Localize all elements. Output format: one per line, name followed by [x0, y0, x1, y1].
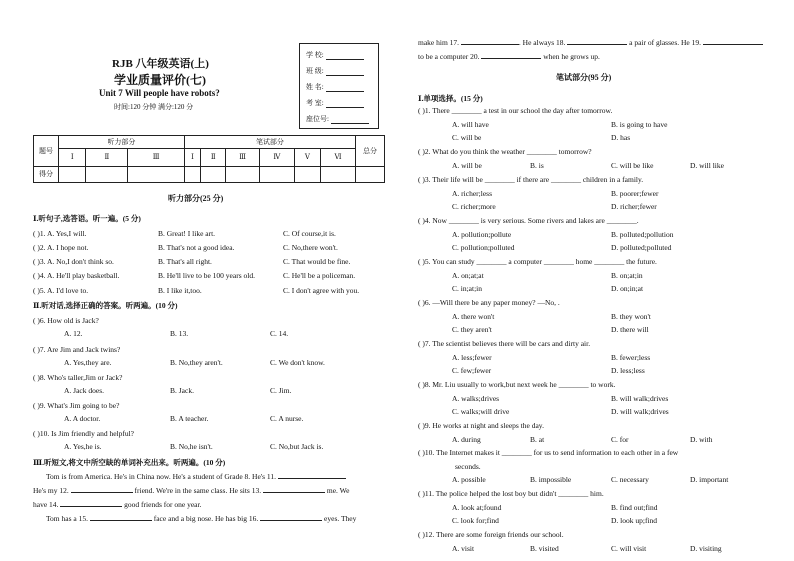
option-a: A. on;at;at — [452, 270, 484, 280]
option-c: C. look for;find — [452, 516, 499, 525]
score-cell[interactable] — [59, 166, 86, 182]
exam-subtitle: 学业质量评价(七) — [114, 73, 206, 87]
option-b: B. is going to have — [611, 120, 668, 129]
question-8: ( )8. Who's taller,Jim or Jack? — [33, 373, 123, 382]
option-a: A. during — [452, 434, 481, 444]
option-a: A. will be — [452, 161, 482, 170]
score-cell[interactable] — [321, 166, 356, 182]
passage-line-2: He's my 12. friend. We're in the same class. He sits 13. me. We — [33, 486, 350, 495]
option-a: A. Yes,he is. — [64, 442, 102, 451]
option-c: C. We don't know. — [270, 358, 325, 367]
option-d: D. polluted;polluted — [611, 242, 672, 252]
option-c: C. they aren't — [452, 324, 492, 334]
option-c: C. Of course,it is. — [283, 229, 336, 238]
question-5: ( )5. A. I'd love to. — [33, 286, 89, 295]
name-field[interactable]: 姓 名: — [306, 82, 364, 92]
seat-number-field[interactable]: 座位号: — [306, 114, 369, 124]
option-c: C. for — [611, 434, 629, 444]
option-d: D. look up;find — [611, 516, 658, 525]
option-b: B. 13. — [170, 329, 189, 338]
header-total: 总分 — [356, 136, 385, 167]
blank-20[interactable] — [481, 58, 541, 59]
option-c: C. No,but Jack is. — [270, 442, 324, 451]
option-c: C. pollution;polluted — [452, 242, 515, 252]
option-b: B. I like it,too. — [158, 286, 202, 295]
col-l2: Ⅱ — [86, 149, 128, 166]
option-b: B. That's not a good idea. — [158, 243, 235, 252]
question-9: ( )9. He works at night and sleeps the day. — [418, 420, 544, 430]
option-c: C. necessary — [611, 475, 649, 484]
listening-heading: 听力部分(25 分) — [168, 194, 224, 203]
written-heading: 笔试部分(95 分) — [556, 73, 612, 82]
option-b: B. That's all right. — [158, 257, 212, 266]
option-b: B. at — [530, 434, 545, 444]
option-c: C. I don't agree with you. — [283, 286, 360, 295]
option-c: C. few;fewer — [452, 365, 492, 375]
option-a: A. look at;found — [452, 503, 502, 512]
option-d: D. will walk;drives — [611, 406, 669, 416]
option-b: B. No,he isn't. — [170, 442, 213, 451]
option-d: D. important — [690, 475, 729, 484]
passage-line-4: Tom has a 15. face and a big nose. He has big 16. eyes. They — [46, 514, 357, 523]
option-d: D. richer;fewer — [611, 201, 657, 211]
option-a: A. will have — [452, 120, 489, 129]
option-b: B. Great! I like art. — [158, 229, 216, 238]
option-d: D. has — [611, 133, 631, 142]
blank-12[interactable] — [71, 492, 133, 493]
option-a: A. pollution;pollute — [452, 229, 512, 239]
option-b: B. will walk;drives — [611, 393, 669, 403]
question-2: ( )2. What do you think the weather ________ tomorrow? — [418, 147, 592, 156]
blank-11[interactable] — [278, 478, 346, 479]
option-d: D. with — [690, 434, 713, 444]
col-w3: Ⅲ — [226, 149, 260, 166]
listening-section-2: Ⅱ.听对话,选择正确的答案。听两遍。(10 分) — [33, 301, 178, 310]
passage-continued-2: to be a computer 20. when he grows up. — [418, 52, 600, 61]
exam-title: RJB 八年级英语(上) — [112, 58, 209, 70]
passage-continued-1: make him 17. . He always 18. a pair of glasses. He 19. — [418, 38, 763, 47]
col-w2: Ⅱ — [201, 149, 226, 166]
score-cell[interactable] — [226, 166, 260, 182]
header-written: 笔试部分 — [184, 136, 355, 149]
passage-line-1: Tom is from America. He's in China now. He's a student of Grade 8. He's 11. — [46, 472, 346, 481]
option-d: D. less;less — [611, 365, 645, 375]
blank-17[interactable] — [461, 44, 519, 45]
school-field[interactable]: 学 校: — [306, 50, 364, 60]
question-8: ( )8. Mr. Liu usually to work,but next week he ________ to work. — [418, 379, 616, 389]
option-a: A. walks;drives — [452, 393, 500, 403]
question-9: ( )9. What's Jim going to be? — [33, 401, 120, 410]
question-7: ( )7. Are Jim and Jack twins? — [33, 345, 121, 354]
blank-19[interactable] — [703, 44, 763, 45]
exam-time: 时间:120 分钟 满分:120 分 — [114, 103, 194, 111]
option-d: D. will like — [690, 161, 724, 170]
passage-line-3: have 14. good friends for one year. — [33, 500, 202, 509]
question-12: ( )12. There are some foreign friends our school. — [418, 530, 564, 539]
header-tihao: 题号 — [34, 136, 59, 167]
score-cell[interactable] — [356, 166, 385, 182]
score-table — [33, 135, 385, 183]
question-4: ( )4. Now ________ is very serious. Some rivers and lakes are ________. — [418, 215, 639, 225]
blank-18[interactable] — [567, 44, 627, 45]
blank-15[interactable] — [90, 520, 152, 521]
option-b: B. polluted;pollution — [611, 229, 674, 239]
option-c: C. walks;will drive — [452, 406, 510, 416]
question-6: ( )6. —Will there be any paper money? —No, . — [418, 297, 560, 307]
col-w4: Ⅳ — [259, 149, 294, 166]
option-b: B. on;at;in — [611, 270, 643, 280]
unit-title: Unit 7 Will people have robots? — [99, 88, 220, 98]
written-section-1: Ⅰ.单项选择。(15 分) — [418, 94, 483, 103]
listening-section-1: Ⅰ.听句子,选答语。听一遍。(5 分) — [33, 214, 141, 223]
option-b: B. is — [530, 161, 544, 170]
option-a: A. possible — [452, 475, 486, 484]
header-listening: 听力部分 — [59, 136, 185, 149]
option-c: C. 14. — [270, 329, 289, 338]
option-b: B. No,they aren't. — [170, 358, 223, 367]
col-w1: Ⅰ — [184, 149, 200, 166]
score-cell[interactable] — [86, 166, 128, 182]
option-c: C. will be — [452, 133, 482, 142]
option-d: D. visiting — [690, 544, 722, 553]
option-b: B. impossible — [530, 475, 572, 484]
option-d: D. on;in;at — [611, 283, 644, 293]
option-d: D. there will — [611, 324, 649, 334]
option-b: B. Jack. — [170, 386, 194, 395]
score-cell[interactable] — [259, 166, 294, 182]
option-b: B. He'll live to be 100 years old. — [158, 271, 255, 280]
score-cell[interactable] — [184, 166, 200, 182]
option-a: A. 12. — [64, 329, 83, 338]
question-5: ( )5. You can study ________ a computer ________ home ________ the future. — [418, 256, 657, 266]
question-1: ( )1. A. Yes,I will. — [33, 229, 87, 238]
col-l3: Ⅲ — [128, 149, 185, 166]
option-b: B. fewer;less — [611, 352, 651, 362]
question-10: ( )10. Is Jim friendly and helpful? — [33, 429, 135, 438]
option-c: C. richer;more — [452, 201, 496, 211]
question-continuation: seconds. — [455, 462, 481, 471]
class-field[interactable]: 班 级: — [306, 66, 364, 76]
question-4: ( )4. A. He'll play basketball. — [33, 271, 120, 280]
col-w6: Ⅵ — [321, 149, 356, 166]
option-c: C. That would be fine. — [283, 257, 351, 266]
option-b: B. find out;find — [611, 503, 658, 512]
option-c: C. No,there won't. — [283, 243, 338, 252]
student-info-box — [299, 43, 379, 129]
option-a: A. visit — [452, 544, 475, 553]
option-c: C. will be like — [611, 161, 654, 170]
option-a: A. there won't — [452, 311, 495, 321]
question-3: ( )3. A. No,I don't think so. — [33, 257, 114, 266]
question-2: ( )2. A. I hope not. — [33, 243, 89, 252]
question-11: ( )11. The police helped the lost boy but didn't ________ him. — [418, 489, 604, 498]
option-c: C. Jim. — [270, 386, 292, 395]
score-cell[interactable] — [294, 166, 320, 182]
option-b: B. they won't — [611, 311, 651, 321]
question-1: ( )1. There ________ a test in our school the day after tomorrow. — [418, 106, 613, 115]
option-b: B. A teacher. — [170, 414, 209, 423]
question-10: ( )10. The Internet makes it ________ for us to send information to each other in a few — [418, 448, 679, 457]
blank-16[interactable] — [260, 520, 322, 521]
option-c: C. He'll be a policeman. — [283, 271, 356, 280]
option-b: B. poorer;fewer — [611, 188, 659, 198]
question-3: ( )3. Their life will be ________ if there are ________ children in a family. — [418, 174, 644, 184]
score-cell[interactable] — [201, 166, 226, 182]
question-7: ( )7. The scientist believes there will be cars and dirty air. — [418, 338, 591, 348]
option-c: C. A nurse. — [270, 414, 304, 423]
exam-room-field[interactable]: 考 室: — [306, 98, 364, 108]
blank-14[interactable] — [60, 506, 122, 507]
listening-section-3: Ⅲ.听短文,将文中所空缺的单词补充出来。听两遍。(10 分) — [33, 458, 226, 467]
option-a: A. Jack does. — [64, 386, 104, 395]
option-c: C. will visit — [611, 544, 647, 553]
option-a: A. Yes,they are. — [64, 358, 112, 367]
row-defen: 得分 — [34, 166, 59, 182]
option-a: A. richer;less — [452, 188, 492, 198]
col-w5: Ⅴ — [294, 149, 320, 166]
blank-13[interactable] — [263, 492, 325, 493]
option-a: A. A doctor. — [64, 414, 101, 423]
score-cell[interactable] — [128, 166, 185, 182]
option-b: B. visited — [530, 544, 559, 553]
question-6: ( )6. How old is Jack? — [33, 316, 99, 325]
col-l1: Ⅰ — [59, 149, 86, 166]
option-c: C. in;at;in — [452, 283, 482, 293]
option-a: A. less;fewer — [452, 352, 492, 362]
